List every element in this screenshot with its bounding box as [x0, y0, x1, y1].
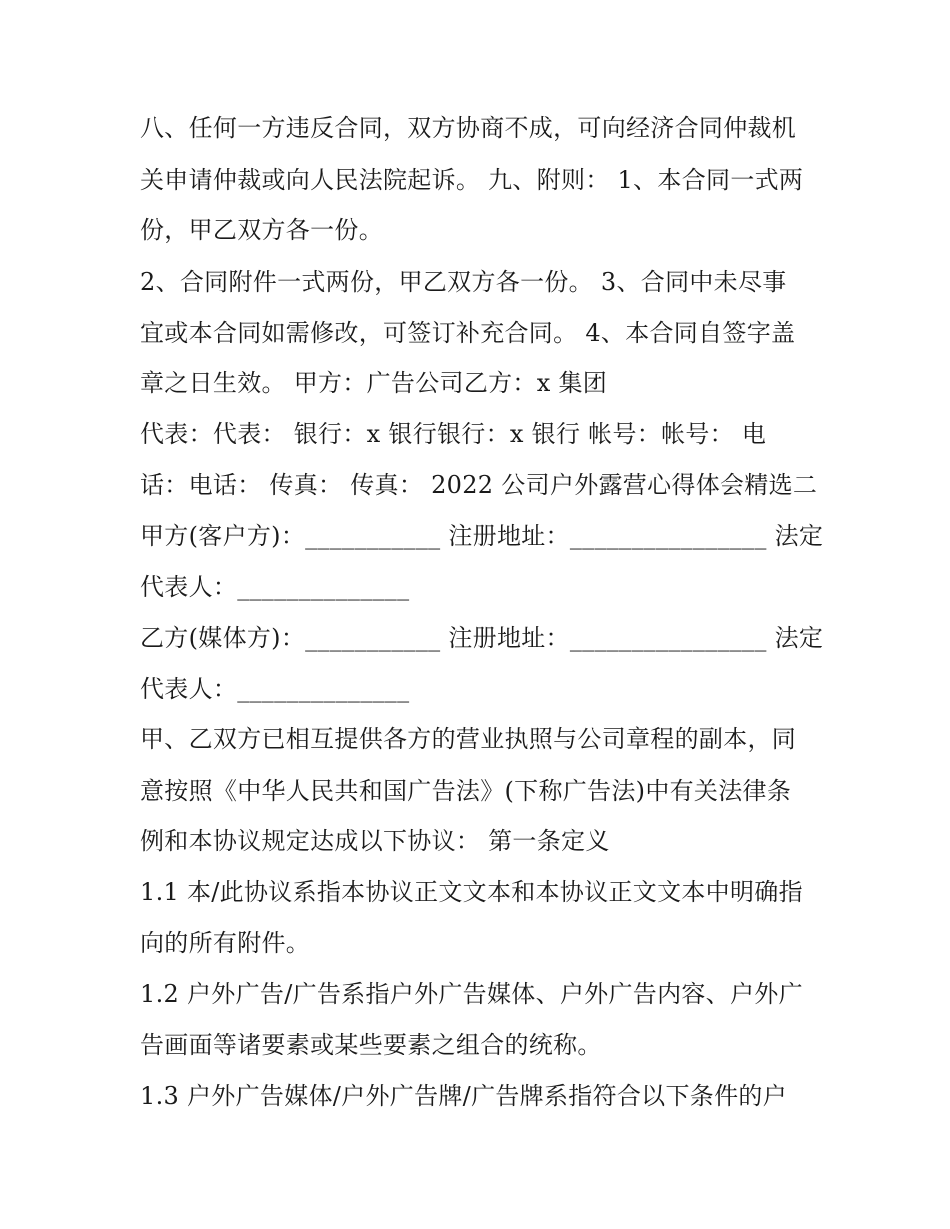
text-line: 代表：代表： 银行：x 银行银行：x 银行 帐号：帐号： 电 — [140, 420, 767, 448]
text-line: 乙方(媒体方)：___________ 注册地址：________________ 法定 — [140, 624, 824, 652]
text-line: 甲方(客户方)：___________ 注册地址：________________ 法定 — [140, 522, 824, 550]
text-line: 例和本协议规定达成以下协议： 第一条定义 — [140, 827, 610, 855]
text-line: 份，甲乙双方各一份。 — [140, 216, 383, 244]
text-line: 甲、乙双方已相互提供各方的营业执照与公司章程的副本，同 — [140, 725, 797, 753]
text-line: 告画面等诸要素或某些要素之组合的统称。 — [140, 1031, 602, 1059]
text-line: 1.1 本/此协议系指本协议正文文本和本协议正文文本中明确指 — [140, 878, 803, 906]
text-line: 八、任何一方违反合同，双方协商不成，可向经济合同仲裁机 — [140, 114, 797, 142]
text-line: 2、合同附件一式两份，甲乙双方各一份。 3、合同中未尽事 — [140, 268, 787, 296]
text-line: 意按照《中华人民共和国广告法》(下称广告法)中有关法律条 — [140, 777, 792, 805]
text-line: 宜或本合同如需修改，可签订补充合同。 4、本合同自签字盖 — [140, 319, 796, 347]
text-line: 代表人：______________ — [140, 675, 410, 703]
text-line: 1.2 户外广告/广告系指户外广告媒体、户外广告内容、户外广 — [140, 980, 803, 1008]
text-line: 关申请仲裁或向人民法院起诉。 九、附则： 1、本合同一式两 — [140, 166, 804, 194]
text-line: 代表人：______________ — [140, 573, 410, 601]
text-line: 1.3 户外广告媒体/户外广告牌/广告牌系指符合以下条件的户 — [140, 1082, 787, 1110]
text-line: 向的所有附件。 — [140, 929, 311, 957]
text-line: 话：电话： 传真： 传真： 2022 公司户外露营心得体会精选二 — [140, 471, 818, 499]
text-line: 章之日生效。 甲方：广告公司乙方：x 集团 — [140, 369, 608, 397]
